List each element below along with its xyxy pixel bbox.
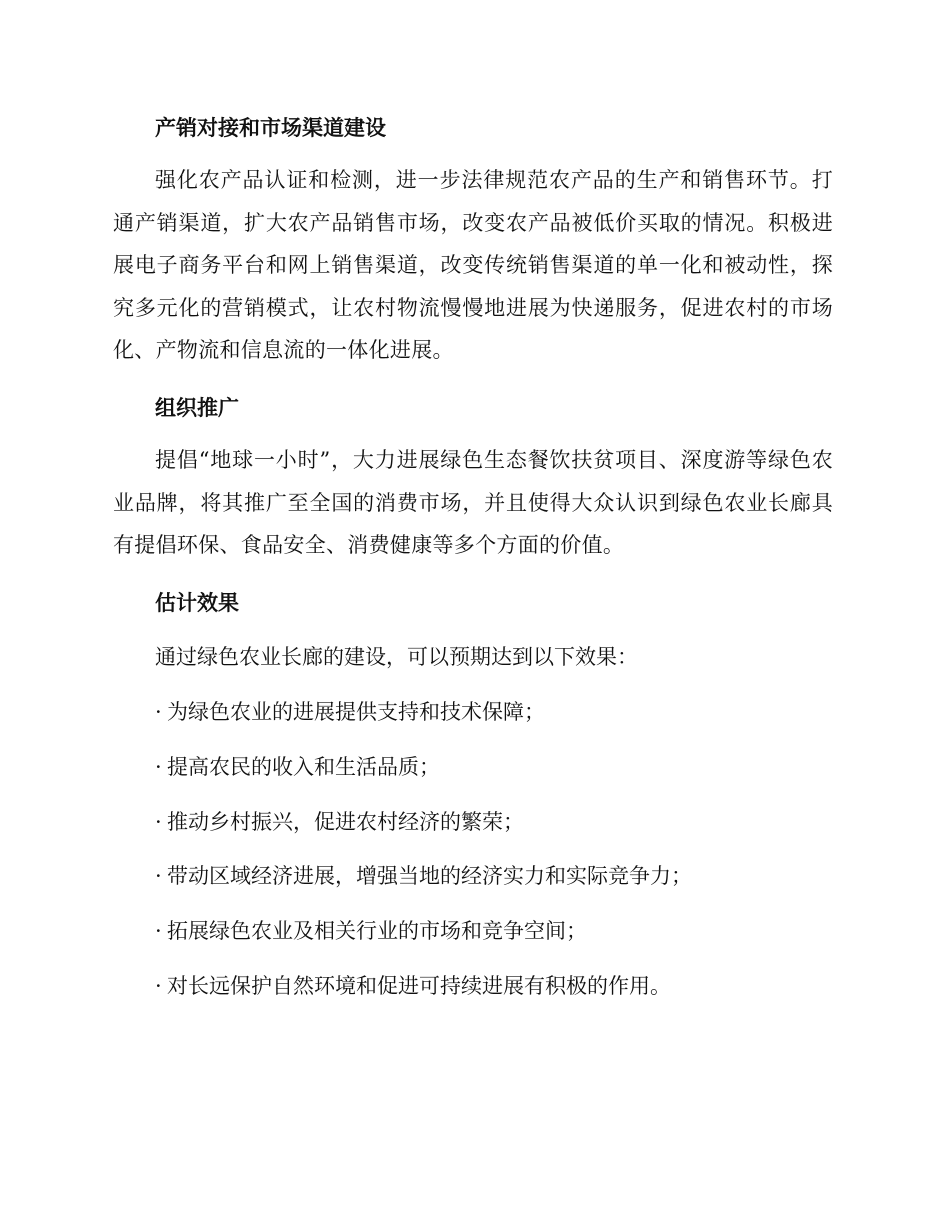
list-item [155, 808, 524, 836]
bullet-marker: · [155, 919, 162, 943]
list-item [155, 698, 545, 726]
list-item-text: 带动区域经济进展，增强当地的经济实力和实际竞争力； [167, 864, 692, 888]
list-item [155, 972, 671, 1000]
list-item-text: 为绿色农业的进展提供支持和技术保障； [167, 700, 545, 724]
section-heading: 估计效果 [155, 591, 239, 615]
list-item-text: 推动乡村振兴，促进农村经济的繁荣； [167, 810, 524, 834]
section-intro: 通过绿色农业长廊的建设，可以预期达到以下效果： [155, 645, 638, 669]
list-item-text: 提高农民的收入和生活品质； [167, 755, 440, 779]
section-heading: 产销对接和市场渠道建设 [155, 116, 386, 140]
bullet-marker: · [155, 864, 162, 888]
list-item-text: 拓展绿色农业及相关行业的市场和竞争空间； [167, 919, 587, 943]
section-paragraph: 强化农产品认证和检测，进一步法律规范农产品的生产和销售环节。打通产销渠道，扩大农产品销售市场，改变农产品被低价买取的情况。积极进展电子商务平台和网上销售渠道，改变传统销售渠道的单一化和被动性，探究多元化的营销模式，让农村物流慢慢地进展为快递服务，促进农村的市场化、产物流和信息流的一体化进展。 [113, 168, 833, 362]
bullet-marker: · [155, 974, 162, 998]
bullet-marker: · [155, 810, 162, 834]
bullet-marker: · [155, 755, 162, 779]
list-item [155, 917, 587, 945]
list-item [155, 753, 440, 781]
list-item-text: 对长远保护自然环境和促进可持续进展有积极的作用。 [167, 974, 671, 998]
section-paragraph: 提倡“地球一小时”，大力进展绿色生态餐饮扶贫项目、深度游等绿色农业品牌，将其推广至全国的消费市场，并且使得大众认识到绿色农业长廊具有提倡环保、食品安全、消费健康等多个方面的价值。 [113, 448, 833, 557]
list-item [155, 862, 692, 890]
section-heading: 组织推广 [155, 396, 239, 420]
bullet-marker: · [155, 700, 162, 724]
